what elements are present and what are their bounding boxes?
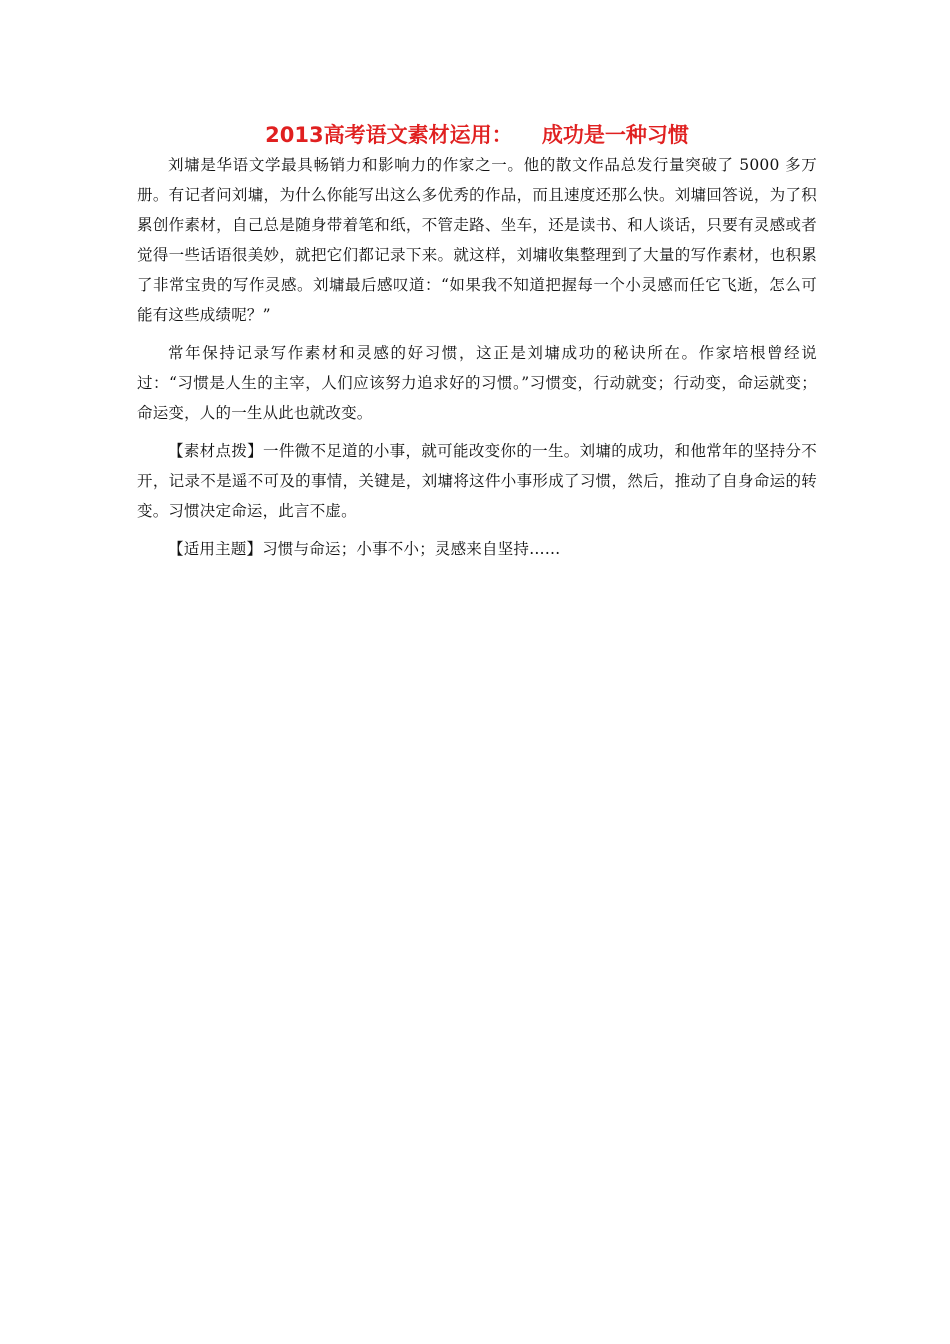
- paragraph-material-tips: 【素材点拨】一件微不足道的小事，就可能改变你的一生。刘墉的成功，和他常年的坚持分不开，记录不是遥不可及的事情，关键是，刘墉将这件小事形成了习惯，然后，推动了自身命运的转变。习惯决定命运，此言不虚。: [137, 442, 817, 520]
- document-body: [137, 120, 817, 564]
- paragraph-habit: 常年保持记录写作素材和灵感的好习惯，这正是刘墉成功的秘诀所在。作家培根曾经说过：“习惯是人生的主宰，人们应该努力追求好的习惯。”习惯变，行动就变；行动变，命运就变；命运变，人的一生从此也就改变。: [137, 344, 817, 422]
- title-main: 高考语文素材运用：: [323, 123, 513, 147]
- document-title: [137, 120, 817, 150]
- title-subtitle: 成功是一种习惯: [541, 123, 689, 147]
- paragraph-applicable-themes: 【适用主题】习惯与命运；小事不小；灵感来自坚持……: [168, 540, 561, 558]
- paragraph-story: 刘墉是华语文学最具畅销力和影响力的作家之一。他的散文作品总发行量突破了 5000 多万册。有记者问刘墉，为什么你能写出这么多优秀的作品，而且速度还那么快。刘墉回答说，为了积累创作素材，自己总是随身带着笔和纸，不管走路、坐车，还是读书、和人谈话，只要有灵感或者觉得一些话语很美妙，就把它们都记录下来。就这样，刘墉收集整理到了大量的写作素材，也积累了非常宝贵的写作灵感。刘墉最后感叹道：“如果我不知道把握每一个小灵感而任它飞逝，怎么可能有这些成绩呢？”: [137, 156, 817, 324]
- title-year: 2013: [265, 123, 324, 147]
- title-gap: [513, 123, 542, 147]
